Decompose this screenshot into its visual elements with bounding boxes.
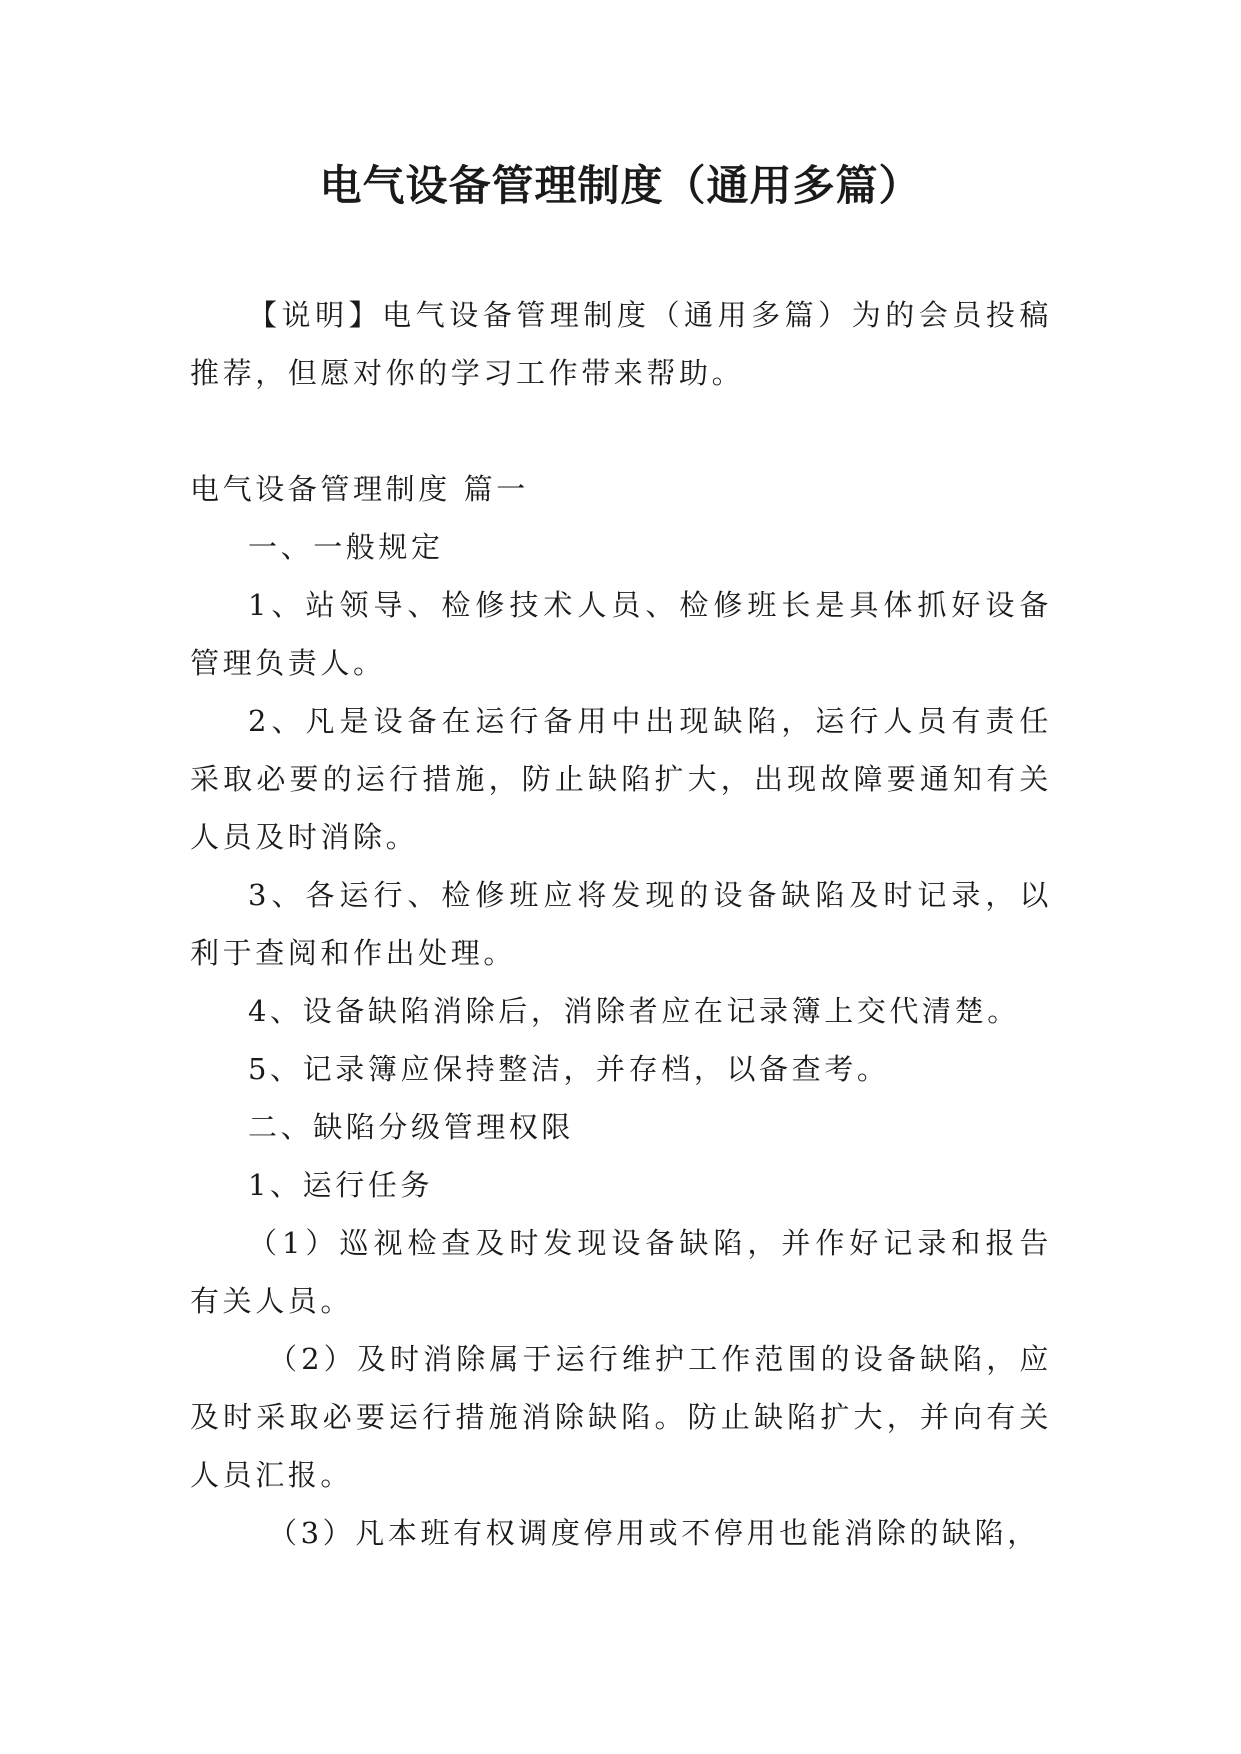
paragraph: （1）巡视检查及时发现设备缺陷，并作好记录和报告有关人员。 xyxy=(190,1226,1052,1318)
heading-general-rules: 一、一般规定 xyxy=(248,530,444,564)
document-title: 电气设备管理制度（通用多篇） xyxy=(319,161,922,210)
paragraph: 1、站领导、检修技术人员、检修班长是具体抓好设备管理负责人。 xyxy=(190,588,1052,680)
paragraph: 5、记录簿应保持整洁，并存档，以备查考。 xyxy=(248,1052,890,1086)
document-body xyxy=(190,286,1052,1562)
paragraph: 1、运行任务 xyxy=(248,1168,434,1202)
paragraph: （2）及时消除属于运行维护工作范围的设备缺陷，应及时采取必要运行措施消除缺陷。防止缺陷扩大，并向有关人员汇报。 xyxy=(190,1342,1052,1492)
intro-paragraph: 【说明】电气设备管理制度（通用多篇）为的会员投稿推荐，但愿对你的学习工作带来帮助。 xyxy=(190,298,1052,390)
heading-defect-levels: 二、缺陷分级管理权限 xyxy=(248,1110,575,1144)
paragraph: 4、设备缺陷消除后，消除者应在记录簿上交代清楚。 xyxy=(248,994,1020,1028)
paragraph: 2、凡是设备在运行备用中出现缺陷，运行人员有责任采取必要的运行措施，防止缺陷扩大，出现故障要通知有关人员及时消除。 xyxy=(190,704,1052,854)
section-heading: 电气设备管理制度 篇一 xyxy=(190,472,529,506)
paragraph: （3）凡本班有权调度停用或不停用也能消除的缺陷， xyxy=(268,1516,1040,1550)
paragraph: 3、各运行、检修班应将发现的设备缺陷及时记录，以利于查阅和作出处理。 xyxy=(190,878,1052,970)
